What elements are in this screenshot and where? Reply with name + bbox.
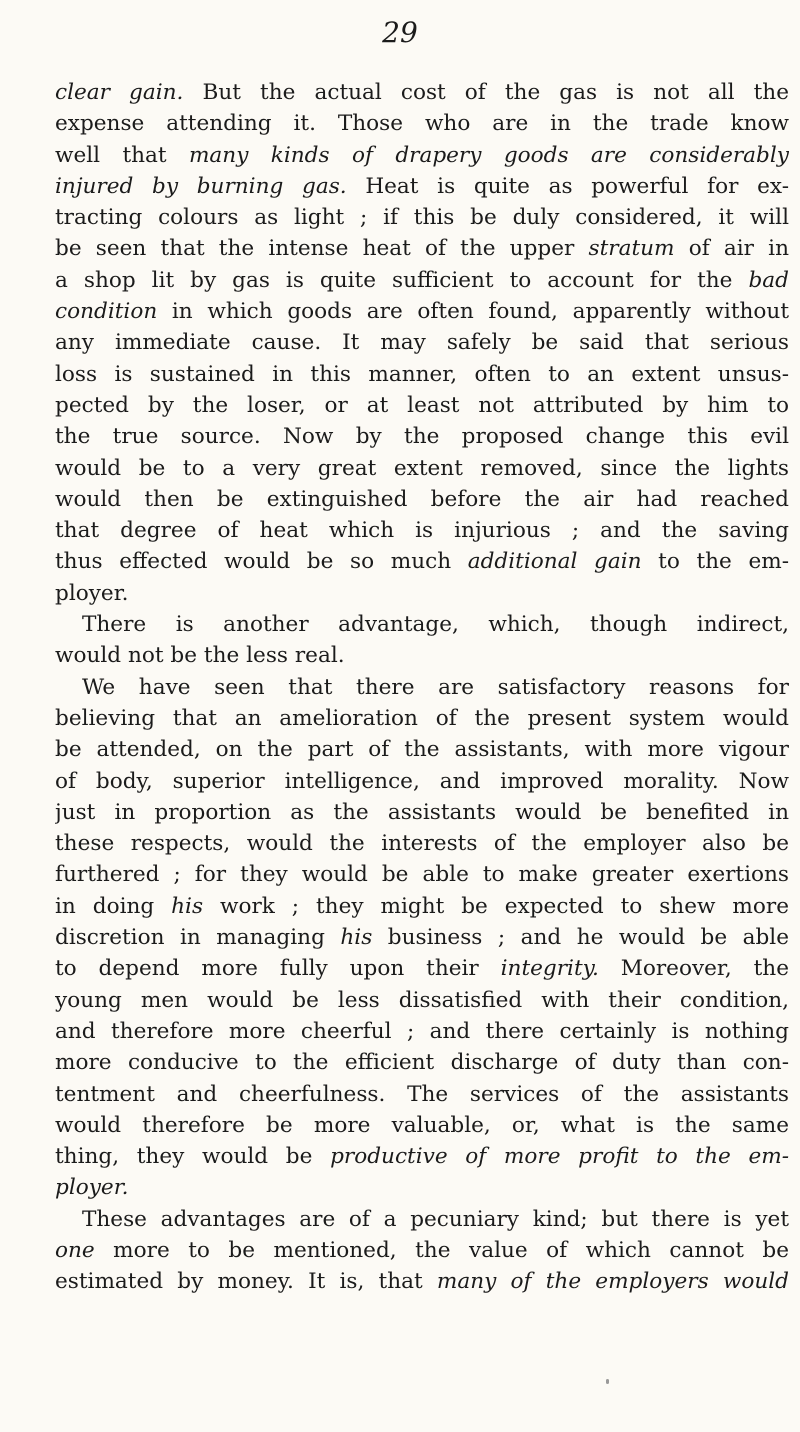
italic-text: his <box>171 893 204 919</box>
speck-mark <box>606 1379 609 1384</box>
text-segment: pected by the loser, or at least not attributed by him to <box>55 392 789 418</box>
text-line <box>55 233 789 264</box>
text-segment: ployer. <box>55 580 129 606</box>
text-segment: Moreover, the <box>598 956 789 982</box>
page-number: 29 <box>382 16 418 49</box>
text-line <box>55 108 789 139</box>
text-line <box>55 797 789 828</box>
italic-text: his <box>340 925 373 951</box>
text-line <box>55 703 789 734</box>
text-line <box>55 859 789 890</box>
text-segment: tracting colours as light ; if this be duly considered, it will <box>55 205 789 231</box>
text-line <box>55 515 789 546</box>
text-segment: Heat is quite as powerful for ex- <box>346 173 789 199</box>
text-segment: estimated by money. It is, that <box>55 1269 437 1295</box>
text-line <box>55 734 789 765</box>
italic-text: integrity. <box>500 956 599 982</box>
text-line <box>55 1266 789 1297</box>
text-segment: work ; they might be expected to shew more <box>203 893 789 919</box>
text-line <box>55 1172 789 1203</box>
text-segment: But the actual cost of the gas is not all the <box>183 80 789 105</box>
text-line <box>55 453 789 484</box>
text-line <box>55 640 789 671</box>
text-line <box>55 1110 789 1141</box>
text-line <box>55 1047 789 1078</box>
text-segment: thing, they would be <box>55 1144 331 1170</box>
text-segment: would be to a very great extent removed, since the lights <box>55 455 789 481</box>
text-segment: be seen that the intense heat of the upper <box>55 236 589 262</box>
text-line <box>55 766 789 797</box>
text-line <box>55 265 789 296</box>
italic-text: ployer. <box>55 1175 129 1201</box>
italic-text: condition <box>55 299 158 325</box>
text-segment: would then be extinguished before the air had reached <box>55 486 789 512</box>
text-segment: in doing <box>55 893 172 919</box>
text-segment: a shop lit by gas is quite sufficient to account for the <box>55 267 749 293</box>
text-line <box>55 672 789 703</box>
text-segment: any immediate cause. It may safely be said that serious <box>55 330 789 356</box>
text-segment: to the em- <box>641 549 789 575</box>
text-line <box>55 1079 789 1110</box>
text-line <box>55 609 789 640</box>
text-line <box>55 296 789 327</box>
text-segment: these respects, would the interests of the employer also be <box>55 831 789 857</box>
text-segment: just in proportion as the assistants would be benefited in <box>55 799 789 825</box>
text-segment: These advantages are of a pecuniary kind; but there is yet <box>82 1206 789 1232</box>
text-segment: the true source. Now by the proposed change this evil <box>55 424 789 450</box>
text-segment: of air in <box>674 236 789 262</box>
text-segment: expense attending it. Those who are in the trade know <box>55 111 789 137</box>
text-line <box>55 171 789 202</box>
text-segment: We have seen that there are satisfactory reasons for <box>82 674 789 700</box>
body-text <box>55 77 789 1298</box>
text-line <box>55 202 789 233</box>
italic-text: injured by burning gas. <box>55 173 347 199</box>
italic-text: one <box>55 1237 95 1263</box>
text-segment: believing that an amelioration of the present system would <box>55 705 789 731</box>
text-segment: that degree of heat which is injurious ; and the saving <box>55 518 789 544</box>
text-segment: furthered ; for they would be able to make greater exertions <box>55 862 789 888</box>
italic-text: bad <box>748 267 789 293</box>
text-line <box>55 327 789 358</box>
text-segment: of body, superior intelligence, and improved morality. Now <box>55 768 789 794</box>
text-segment: tentment and cheerfulness. The services of the assistants <box>55 1081 789 1107</box>
text-segment: more to be mentioned, the value of which cannot be <box>94 1237 789 1263</box>
text-segment: business ; and he would be able <box>372 925 789 951</box>
text-segment: thus effected would be so much <box>55 549 468 575</box>
text-segment: in which goods are often found, apparently without <box>157 299 789 325</box>
text-line <box>55 546 789 577</box>
text-line <box>55 1204 789 1235</box>
text-line <box>55 359 789 390</box>
text-line <box>55 985 789 1016</box>
text-line <box>55 421 789 452</box>
italic-text: clear gain. <box>55 80 184 105</box>
text-segment: would not be the less real. <box>55 643 345 669</box>
text-segment: loss is sustained in this manner, often to an extent unsus- <box>55 361 789 387</box>
text-line <box>55 1016 789 1047</box>
text-segment: well that <box>55 142 189 168</box>
text-segment: more conducive to the efficient discharge of duty than con- <box>55 1050 789 1076</box>
text-line <box>55 77 789 108</box>
text-segment: would therefore be more valuable, or, what is the same <box>55 1112 789 1138</box>
italic-text: productive of more profit to the em- <box>330 1144 789 1170</box>
text-line <box>55 484 789 515</box>
text-line <box>55 891 789 922</box>
text-line <box>55 578 789 609</box>
text-segment: and therefore more cheerful ; and there certainly is nothing <box>55 1018 789 1044</box>
text-line <box>55 1235 789 1266</box>
text-segment: to depend more fully upon their <box>55 956 501 982</box>
text-line <box>55 828 789 859</box>
text-segment: There is another advantage, which, though indirect, <box>82 612 789 638</box>
text-line <box>55 390 789 421</box>
text-segment: discretion in managing <box>55 925 341 951</box>
text-segment: be attended, on the part of the assistants, with more vigour <box>55 737 789 763</box>
text-line <box>55 922 789 953</box>
italic-text: many kinds of drapery goods are considerably <box>188 142 789 168</box>
italic-text: many of the employers would <box>436 1269 789 1295</box>
text-segment: young men would be less dissatisfied with their condition, <box>55 987 789 1013</box>
italic-text: stratum <box>588 236 675 262</box>
text-line <box>55 1141 789 1172</box>
text-line <box>55 140 789 171</box>
text-line <box>55 953 789 984</box>
italic-text: additional gain <box>467 549 642 575</box>
